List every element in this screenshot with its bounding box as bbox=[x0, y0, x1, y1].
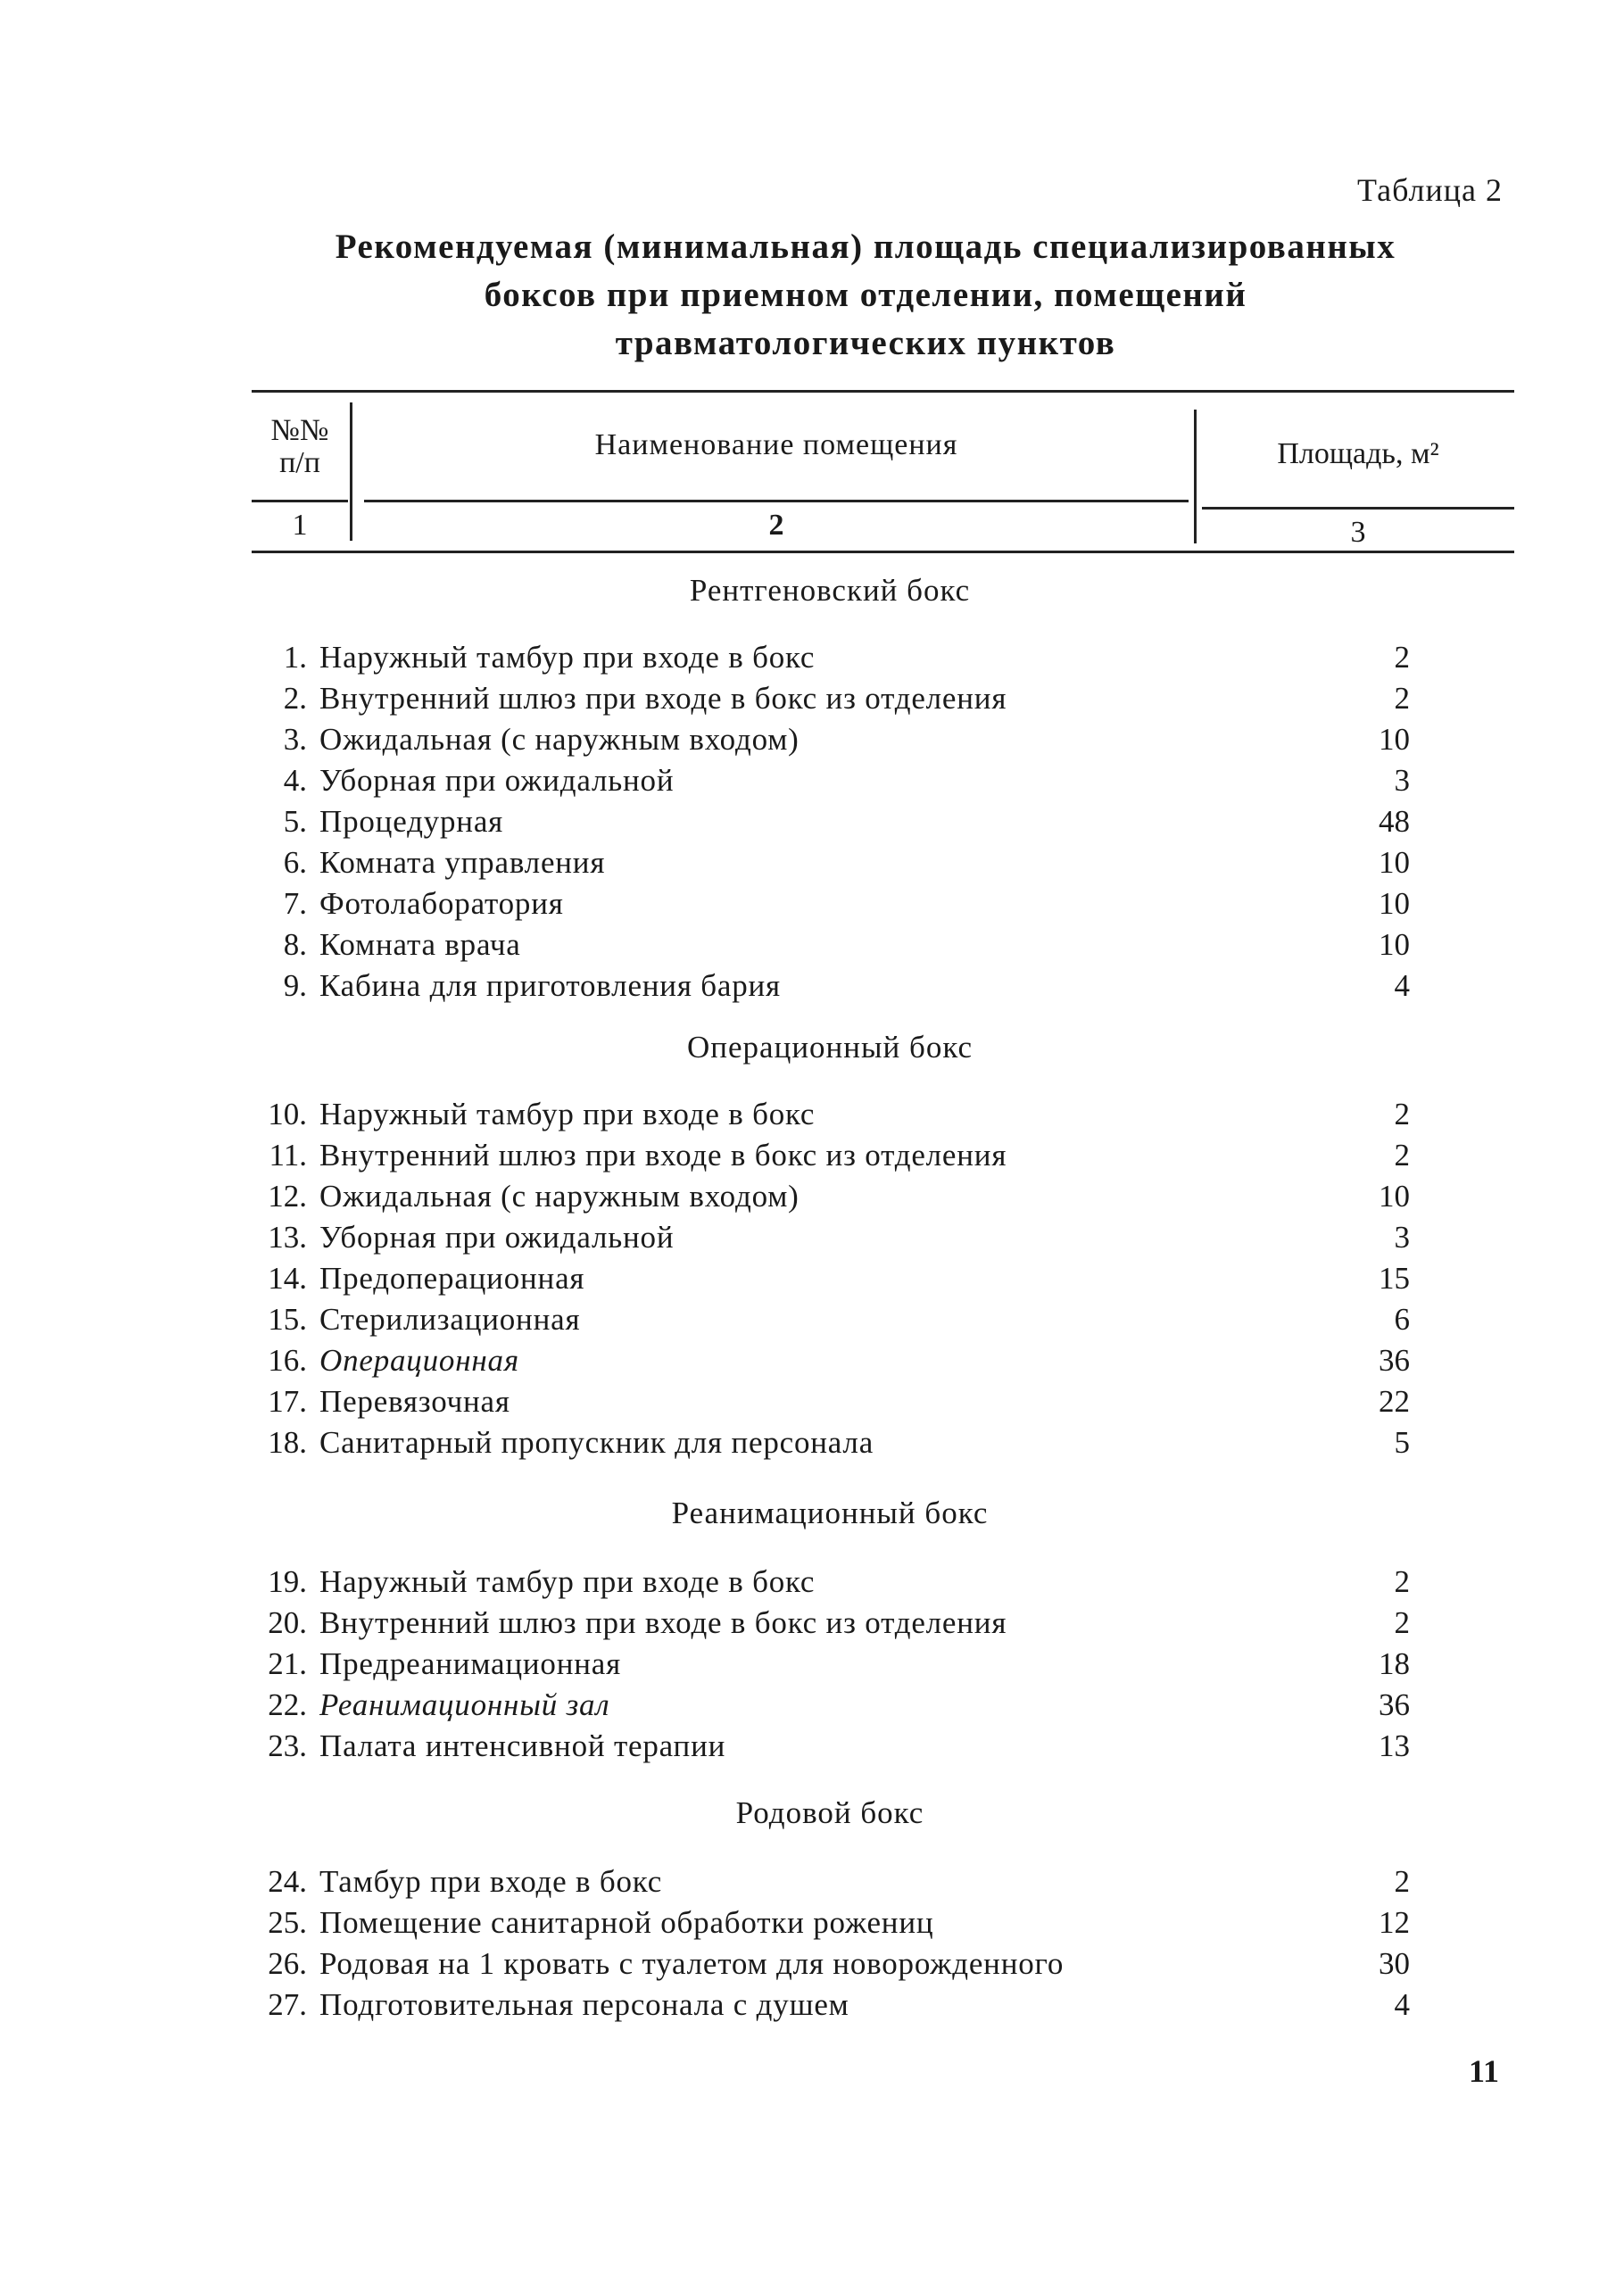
table-row: 8. Комната врача 10 bbox=[283, 927, 1410, 962]
table-row: 11. Внутренний шлюз при входе в бокс из отделения 2 bbox=[269, 1138, 1410, 1173]
header-num bbox=[252, 415, 348, 479]
table-row: 6. Комната управления 10 bbox=[283, 845, 1410, 880]
table-row: 10. Наружный тамбур при входе в бокс 2 bbox=[268, 1097, 1410, 1131]
table-label: Таблица 2 bbox=[1357, 172, 1503, 208]
header-area: Площадь, м² bbox=[1277, 437, 1439, 470]
title-line-2: боксов при приемном отделении, помещений bbox=[484, 276, 1247, 314]
table-row: 13. Уборная при ожидальной 3 bbox=[268, 1220, 1410, 1255]
header-top-rule bbox=[252, 390, 1514, 393]
table-row: 3. Ожидальная (с наружным входом) 10 bbox=[283, 722, 1410, 757]
header-name: Наименование помещения bbox=[594, 428, 958, 461]
table-row: 25. Помещение санитарной обработки рожениц 12 bbox=[268, 1905, 1410, 1940]
table-row: 1. Наружный тамбур при входе в бокс 2 bbox=[283, 640, 1410, 675]
header-divider-2 bbox=[1194, 410, 1197, 543]
page-number: 11 bbox=[1468, 2053, 1499, 2089]
header-rule-num bbox=[252, 500, 348, 502]
table-row: 5. Процедурная 48 bbox=[283, 804, 1410, 839]
title-line-3: травматологических пунктов bbox=[615, 324, 1116, 362]
header-col-1: 1 bbox=[292, 509, 308, 542]
table-row: 18. Санитарный пропускник для персонала 5 bbox=[268, 1425, 1410, 1460]
section-title: Родовой бокс bbox=[735, 1795, 924, 1830]
header-divider-1 bbox=[350, 402, 352, 541]
header-rule-area bbox=[1202, 507, 1514, 510]
header-bottom-rule bbox=[252, 551, 1514, 553]
table-row: 15. Стерилизационная 6 bbox=[268, 1302, 1410, 1337]
section-title: Операционный бокс bbox=[687, 1030, 973, 1065]
table-row: 16. Операционная 36 bbox=[268, 1343, 1410, 1378]
table-row: 23. Палата интенсивной терапии 13 bbox=[268, 1728, 1410, 1763]
table-row: 17. Перевязочная 22 bbox=[268, 1384, 1410, 1419]
table-row: 26. Родовая на 1 кровать с туалетом для новорожденного 30 bbox=[268, 1946, 1410, 1981]
table-row: 20. Внутренний шлюз при входе в бокс из отделения 2 bbox=[268, 1605, 1410, 1640]
section-title: Реанимационный бокс bbox=[671, 1496, 989, 1530]
header-col-3: 3 bbox=[1350, 516, 1366, 549]
header-col-2: 2 bbox=[768, 509, 784, 542]
table-row: 21. Предреанимационная 18 bbox=[268, 1646, 1410, 1681]
table-row: 4. Уборная при ожидальной 3 bbox=[283, 763, 1410, 798]
table-row: 9. Кабина для приготовления бария 4 bbox=[283, 968, 1410, 1003]
table-row: 22. Реанимационный зал 36 bbox=[268, 1687, 1410, 1722]
title-line-1: Рекомендуемая (минимальная) площадь специализированных bbox=[335, 228, 1396, 266]
header-num-line2: п/п bbox=[279, 446, 320, 479]
header-rule-name bbox=[364, 500, 1189, 502]
table-row: 7. Фотолаборатория 10 bbox=[283, 886, 1410, 921]
table-row: 19. Наружный тамбур при входе в бокс 2 bbox=[268, 1564, 1410, 1599]
table-row: 14. Предоперационная 15 bbox=[268, 1261, 1410, 1296]
header-num-line1: №№ bbox=[270, 414, 329, 447]
table-row: 27. Подготовительная персонала с душем 4 bbox=[268, 1987, 1410, 2022]
section-title: Рентгеновский бокс bbox=[689, 573, 971, 608]
table-row: 2. Внутренний шлюз при входе в бокс из отделения 2 bbox=[283, 681, 1410, 716]
table-title bbox=[250, 223, 1481, 368]
table-row: 12. Ожидальная (с наружным входом) 10 bbox=[268, 1179, 1410, 1214]
table-header bbox=[252, 390, 1514, 555]
table-row: 24. Тамбур при входе в бокс 2 bbox=[268, 1864, 1410, 1899]
